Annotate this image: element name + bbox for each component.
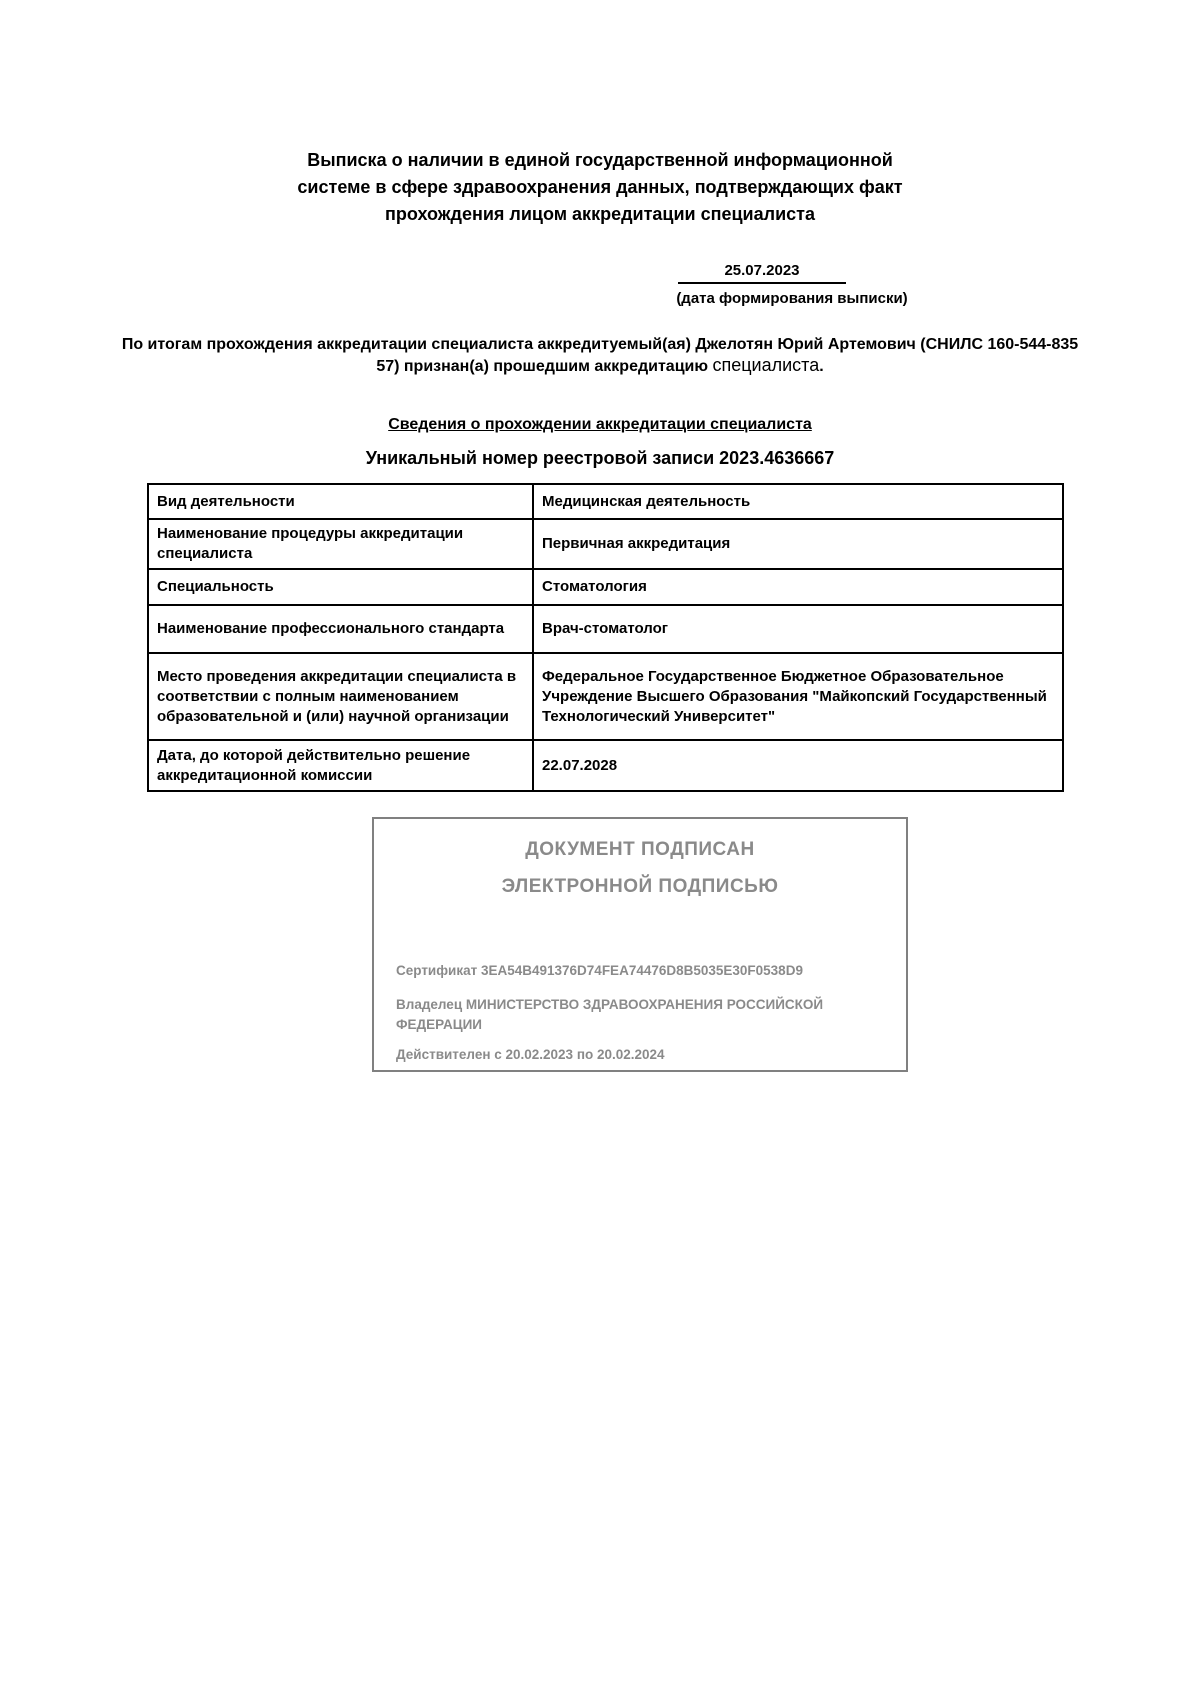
row-label: Дата, до которой действительно решение аккредитационной комиссии [148,740,533,791]
extract-date: 25.07.2023 [678,262,846,284]
document-title-line-1: Выписка о наличии в единой государственной информационной [307,150,893,170]
row-value: Стоматология [533,569,1063,605]
signature-box [372,817,908,1072]
row-value: Врач-стоматолог [533,605,1063,653]
table-row [148,484,1063,519]
row-value: 22.07.2028 [533,740,1063,791]
document-title [0,147,1200,228]
accreditation-table [147,483,1064,792]
accreditation-type-value: специалиста [712,355,820,375]
signature-title: ДОКУМЕНТ ПОДПИСАН [525,839,755,860]
table-row [148,519,1063,569]
row-label: Наименование профессионального стандарта [148,605,533,653]
table-row [148,653,1063,740]
row-value: Медицинская деятельность [533,484,1063,519]
table-row [148,569,1063,605]
document-title-line-3: прохождения лицом аккредитации специалиста [385,204,815,224]
intro-line-2-text: 57) признан(а) прошедшим аккредитацию [376,358,713,375]
table-row [148,605,1063,653]
row-label: Вид деятельности [148,484,533,519]
intro-line-2 [0,355,1200,377]
signature-certificate: Сертификат 3EA54B491376D74FEA74476D8B5035E30F0538D9 [396,963,803,978]
signature-owner: Владелец МИНИСТЕРСТВО ЗДРАВООХРАНЕНИЯ РОССИЙСКОЙ ФЕДЕРАЦИИ [396,997,824,1032]
signature-subtitle: ЭЛЕКТРОННОЙ ПОДПИСЬЮ [501,876,779,897]
intro-paragraph [0,334,1200,377]
table-row [148,740,1063,791]
row-value: Первичная аккредитация [533,519,1063,569]
row-label: Специальность [148,569,533,605]
row-value: Федеральное Государственное Бюджетное Образовательное Учреждение Высшего Образования "Майкопский Государственный Технологический Университет" [533,653,1063,740]
signature-validity: Действителен с 20.02.2023 по 20.02.2024 [396,1047,665,1062]
intro-line-1: По итогам прохождения аккредитации специалиста аккредитуемый(ая) Джелотян Юрий Артемович (СНИЛС 160-544-835 [121,336,1079,353]
row-label: Наименование процедуры аккредитации специалиста [148,519,533,569]
row-label: Место проведения аккредитации специалиста в соответствии с полным наименованием образовательной и (или) научной организации [148,653,533,740]
section-heading: Сведения о прохождении аккредитации специалиста [388,416,812,433]
extract-date-caption: (дата формирования выписки) [676,290,908,307]
registry-number: Уникальный номер реестровой записи 2023.4636667 [365,448,835,468]
document-title-line-2: системе в сфере здравоохранения данных, подтверждающих факт [297,177,903,197]
intro-line-2-period: . [819,358,824,375]
